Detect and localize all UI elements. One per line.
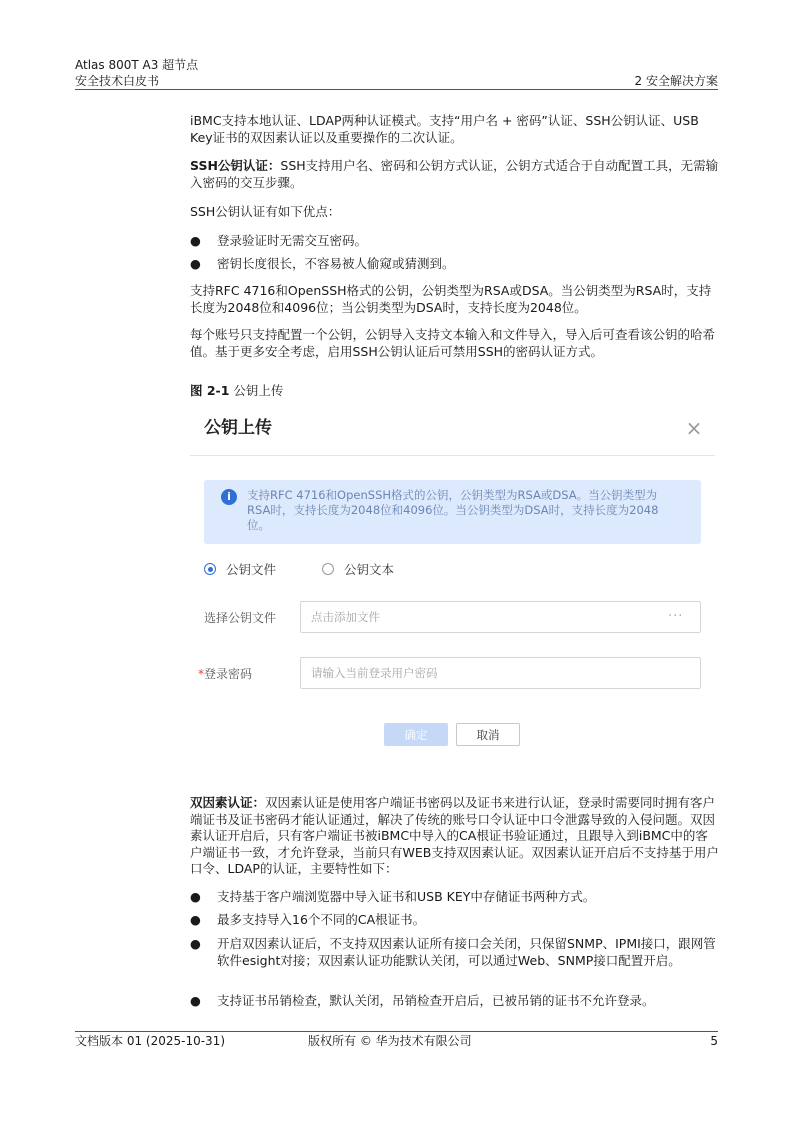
bullet-icon: ●	[190, 889, 201, 904]
figure-title: 公钥上传	[233, 383, 284, 398]
list-item-text: 支持基于客户端浏览器中导入证书和USB KEY中存储证书两种方式。	[217, 889, 596, 904]
header-chapter: 2 安全解决方案	[634, 74, 718, 88]
figure-label: 图 2-1	[190, 383, 230, 398]
list-item-text: 登录验证时无需交互密码。	[217, 233, 368, 248]
footer-copyright: 版权所有 © 华为技术有限公司	[308, 1034, 472, 1048]
key-account-paragraph: 每个账号只支持配置一个公钥，公钥导入支持文本输入和文件导入，导入后可查看该公钥的哈希值。基于更多安全考虑，启用SSH公钥认证后可禁用SSH的密码认证方式。	[190, 327, 716, 359]
figure-caption	[190, 383, 283, 399]
bullet-icon: ●	[190, 936, 201, 951]
bullet-icon: ●	[190, 993, 201, 1008]
more-icon[interactable]: ···	[668, 609, 684, 624]
radio-unselected-icon[interactable]	[322, 563, 334, 575]
list-item-text: 密钥长度很长，不容易被人偷窥或猜测到。	[217, 256, 455, 271]
header-product: Atlas 800T A3 超节点	[75, 58, 199, 72]
password-input[interactable]	[300, 657, 701, 689]
confirm-button[interactable]: 确定	[384, 723, 448, 746]
key-file-input[interactable]	[300, 601, 701, 633]
header-doc-title: 安全技术白皮书	[75, 74, 160, 88]
dialog-title: 公钥上传	[204, 418, 272, 438]
header-rule	[75, 89, 718, 90]
info-notice-text: 支持RFC 4716和OpenSSH格式的公钥，公钥类型为RSA或DSA。当公钥类型为RSA时，支持长度为2048位和4096位。当公钥类型为DSA时，支持长度为2048位。	[247, 488, 659, 532]
info-icon: i	[221, 489, 237, 505]
intro-paragraph: iBMC支持本地认证、LDAP两种认证模式。支持“用户名 + 密码”认证、SSH公钥认证、USB Key证书的双因素认证以及重要操作的二次认证。	[190, 113, 699, 145]
info-notice	[204, 480, 701, 544]
required-mark: *	[198, 667, 204, 681]
list-item-text: 最多支持导入16个不同的CA根证书。	[217, 912, 426, 927]
radio-key-file-label: 公钥文件	[226, 562, 277, 577]
file-field-label: 选择公钥文件	[204, 611, 277, 625]
bullet-icon: ●	[190, 233, 201, 248]
radio-key-file[interactable]	[204, 562, 294, 578]
ssh-key-label: SSH公钥认证：	[190, 158, 281, 173]
ssh-key-text: SSH支持用户名、密码和公钥方式认证，公钥方式适合于自动配置工具，无需输入密码的交互步骤。	[190, 158, 719, 190]
two-factor-label: 双因素认证：	[190, 795, 266, 810]
cancel-button[interactable]: 取消	[456, 723, 520, 746]
list-item-text: 支持证书吊销检查，默认关闭，吊销检查开启后，已被吊销的证书不允许登录。	[217, 993, 655, 1008]
dialog-divider	[190, 455, 715, 456]
bullet-icon: ●	[190, 256, 201, 271]
close-icon[interactable]: ×	[685, 416, 703, 440]
ssh-key-paragraph	[190, 158, 720, 191]
radio-selected-icon[interactable]	[204, 563, 216, 575]
list-item-text: 开启双因素认证后，不支持双因素认证所有接口会关闭，只保留SNMP、IPMI接口，跟网管软件esight对接；双因素认证功能默认关闭，可以通过Web、SNMP接口配置开启。	[217, 936, 716, 968]
radio-key-text[interactable]	[322, 562, 412, 578]
ssh-advantages-heading: SSH公钥认证有如下优点：	[190, 204, 341, 219]
radio-key-text-label: 公钥文本	[344, 562, 395, 577]
two-factor-paragraph	[190, 795, 720, 878]
two-factor-text: 双因素认证是使用客户端证书密码以及证书来进行认证，登录时需要同时拥有客户端证书及证书密码才能认证通过，解决了传统的账号口令认证中口令泄露导致的入侵问题。双因素认证开启后，只有客户端证书被iBMC中导入的CA根证书验证通过，且跟导入到iBMC中的客户端证书一致，才允许登录，当前只有WEB支持双因素认证。双因素认证开启后不支持基于用户口令、LDAP的认证，主要特性如下：	[190, 795, 719, 876]
password-field-label	[198, 666, 252, 682]
bullet-icon: ●	[190, 912, 201, 927]
footer-version: 文档版本 01 (2025-10-31)	[75, 1034, 226, 1048]
password-label-text: 登录密码	[204, 667, 253, 681]
key-format-paragraph: 支持RFC 4716和OpenSSH格式的公钥，公钥类型为RSA或DSA。当公钥类型为RSA时，支持长度为2048位和4096位；当公钥类型为DSA时，支持长度为2048位。	[190, 283, 712, 315]
page-number: 5	[710, 1034, 718, 1048]
footer-rule	[75, 1031, 718, 1032]
